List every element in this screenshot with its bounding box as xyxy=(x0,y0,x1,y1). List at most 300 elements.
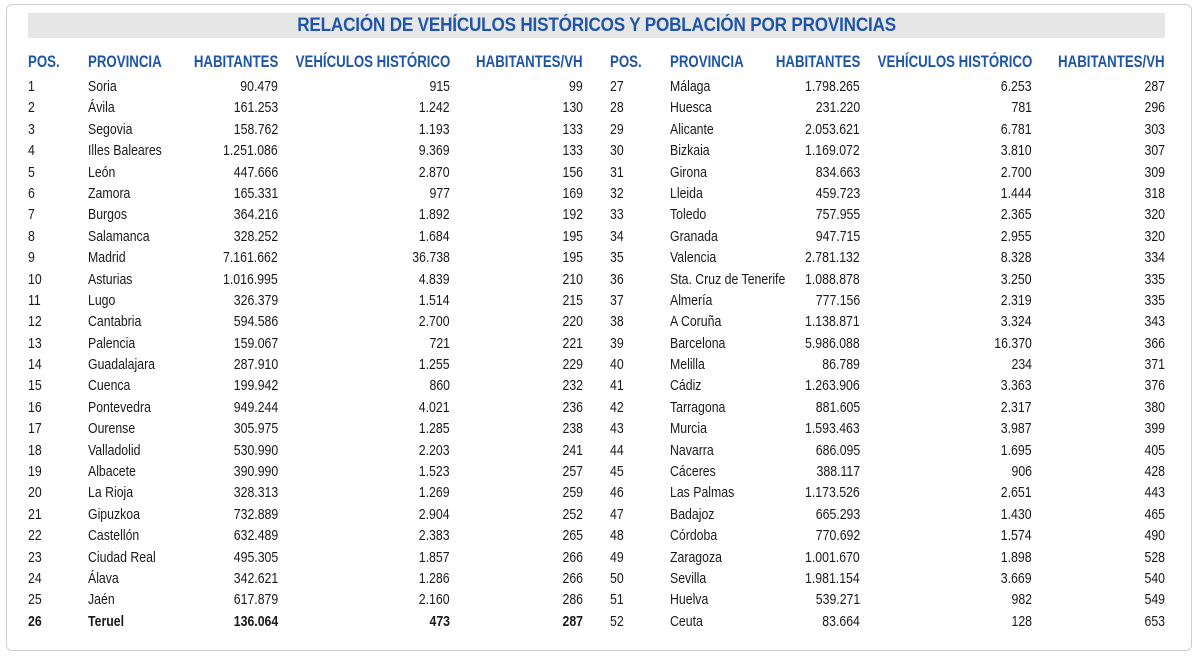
cell-provincia: Teruel xyxy=(88,612,125,630)
cell-pos: 28 xyxy=(610,99,624,117)
table-row xyxy=(28,355,583,376)
cell-vehiculos: 2.700 xyxy=(419,313,450,331)
table-row xyxy=(28,483,583,504)
cell-habitantes: 388.117 xyxy=(816,463,860,481)
table-row xyxy=(610,120,1165,141)
cell-provincia: Zaragoza xyxy=(670,548,722,566)
cell-pos: 13 xyxy=(28,334,42,352)
cell-pos: 45 xyxy=(610,463,624,481)
cell-provincia: Segovia xyxy=(88,120,133,138)
table-row xyxy=(610,312,1165,333)
table-row xyxy=(28,612,583,633)
cell-habitantes: 328.252 xyxy=(233,227,278,245)
cell-pos: 25 xyxy=(28,591,42,609)
table-row xyxy=(610,98,1165,119)
cell-pos: 23 xyxy=(28,548,42,566)
cell-vehiculos: 16.370 xyxy=(994,334,1032,352)
cell-hab-vh: 192 xyxy=(562,206,583,224)
cell-hab-vh: 266 xyxy=(562,569,583,587)
cell-habitantes: 447.666 xyxy=(233,163,278,181)
cell-vehiculos: 3.987 xyxy=(1001,420,1032,438)
cell-provincia: León xyxy=(88,163,116,181)
cell-habitantes: 632.489 xyxy=(233,527,278,545)
table-row xyxy=(610,184,1165,205)
cell-provincia: Bizkaia xyxy=(670,142,710,160)
cell-provincia: Tarragona xyxy=(670,398,726,416)
header-pos: POS. xyxy=(610,52,642,71)
table-row xyxy=(28,548,583,569)
table-row xyxy=(610,398,1165,419)
cell-vehiculos: 915 xyxy=(429,78,450,95)
cell-vehiculos: 1.523 xyxy=(419,463,450,481)
cell-pos: 17 xyxy=(28,420,42,438)
table-row xyxy=(28,526,583,547)
cell-habitantes: 199.942 xyxy=(233,377,278,395)
cell-hab-vh: 653 xyxy=(1144,612,1165,630)
cell-hab-vh: 241 xyxy=(562,441,583,459)
table-row xyxy=(28,291,583,312)
cell-vehiculos: 2.365 xyxy=(1001,206,1032,224)
cell-pos: 19 xyxy=(28,463,42,481)
cell-pos: 1 xyxy=(28,78,35,95)
cell-vehiculos: 2.319 xyxy=(1001,291,1032,309)
cell-hab-vh: 257 xyxy=(562,463,583,481)
cell-provincia: La Rioja xyxy=(88,484,134,502)
cell-habitantes: 161.253 xyxy=(233,99,278,117)
cell-vehiculos: 36.738 xyxy=(412,249,450,267)
cell-pos: 4 xyxy=(28,142,35,160)
table-row xyxy=(610,248,1165,269)
cell-habitantes: 136.064 xyxy=(233,612,278,630)
cell-habitantes: 287.910 xyxy=(233,356,278,374)
cell-pos: 39 xyxy=(610,334,624,352)
cell-habitantes: 86.789 xyxy=(822,356,860,374)
cell-habitantes: 1.981.154 xyxy=(805,569,860,587)
cell-habitantes: 1.169.072 xyxy=(805,142,860,160)
table-row xyxy=(610,419,1165,440)
cell-habitantes: 594.586 xyxy=(233,313,278,331)
cell-pos: 7 xyxy=(28,206,35,224)
cell-hab-vh: 221 xyxy=(562,334,583,352)
rows-left xyxy=(28,77,583,633)
cell-vehiculos: 1.269 xyxy=(419,484,450,502)
cell-hab-vh: 169 xyxy=(562,184,583,202)
cell-habitantes: 2.781.132 xyxy=(805,249,860,267)
cell-vehiculos: 1.444 xyxy=(1001,184,1032,202)
cell-provincia: Castellón xyxy=(88,527,140,545)
cell-vehiculos: 3.363 xyxy=(1001,377,1032,395)
cell-pos: 3 xyxy=(28,120,35,138)
cell-hab-vh: 156 xyxy=(562,163,583,181)
cell-pos: 48 xyxy=(610,527,624,545)
cell-provincia: Soria xyxy=(88,78,117,95)
cell-habitantes: 617.879 xyxy=(233,591,278,609)
cell-hab-vh: 265 xyxy=(562,527,583,545)
cell-pos: 47 xyxy=(610,505,624,523)
cell-provincia: Álava xyxy=(88,569,119,587)
table-row xyxy=(28,505,583,526)
cell-hab-vh: 236 xyxy=(562,398,583,416)
cell-hab-vh: 318 xyxy=(1144,184,1165,202)
table-row xyxy=(610,291,1165,312)
table-row xyxy=(28,98,583,119)
table-row xyxy=(28,441,583,462)
cell-hab-vh: 465 xyxy=(1144,505,1165,523)
cell-habitantes: 1.138.871 xyxy=(805,313,860,331)
cell-vehiculos: 3.324 xyxy=(1001,313,1032,331)
table-row xyxy=(610,441,1165,462)
cell-vehiculos: 2.700 xyxy=(1001,163,1032,181)
cell-pos: 29 xyxy=(610,120,624,138)
cell-provincia: Asturias xyxy=(88,270,133,288)
cell-hab-vh: 252 xyxy=(562,505,583,523)
cell-provincia: Albacete xyxy=(88,463,136,481)
cell-pos: 8 xyxy=(28,227,35,245)
cell-provincia: Barcelona xyxy=(670,334,726,352)
cell-vehiculos: 8.328 xyxy=(1001,249,1032,267)
cell-provincia: Madrid xyxy=(88,249,126,267)
header-provincia: PROVINCIA xyxy=(88,52,162,71)
cell-provincia: Navarra xyxy=(670,441,714,459)
cell-vehiculos: 721 xyxy=(429,334,450,352)
cell-provincia: Cáceres xyxy=(670,463,716,481)
cell-hab-vh: 286 xyxy=(562,591,583,609)
cell-habitantes: 732.889 xyxy=(233,505,278,523)
cell-hab-vh: 443 xyxy=(1144,484,1165,502)
cell-hab-vh: 195 xyxy=(562,249,583,267)
cell-vehiculos: 1.286 xyxy=(419,569,450,587)
cell-vehiculos: 4.021 xyxy=(419,398,450,416)
table-row xyxy=(28,205,583,226)
table-row xyxy=(28,590,583,611)
cell-pos: 16 xyxy=(28,398,42,416)
cell-pos: 43 xyxy=(610,420,624,438)
cell-hab-vh: 399 xyxy=(1144,420,1165,438)
cell-habitantes: 530.990 xyxy=(233,441,278,459)
cell-habitantes: 342.621 xyxy=(233,569,278,587)
cell-vehiculos: 3.250 xyxy=(1001,270,1032,288)
cell-vehiculos: 128 xyxy=(1011,612,1032,630)
header-vehiculos: VEHÍCULOS HISTÓRICO xyxy=(295,52,450,71)
cell-provincia: Melilla xyxy=(670,356,705,374)
cell-hab-vh: 320 xyxy=(1144,206,1165,224)
cell-provincia: Valladolid xyxy=(88,441,141,459)
table-row xyxy=(28,227,583,248)
cell-vehiculos: 3.810 xyxy=(1001,142,1032,160)
cell-pos: 46 xyxy=(610,484,624,502)
cell-habitantes: 834.663 xyxy=(815,163,860,181)
table-row xyxy=(610,590,1165,611)
cell-hab-vh: 210 xyxy=(562,270,583,288)
cell-hab-vh: 307 xyxy=(1144,142,1165,160)
table-row xyxy=(28,376,583,397)
cell-pos: 50 xyxy=(610,569,624,587)
cell-habitantes: 7.161.662 xyxy=(223,249,278,267)
cell-vehiculos: 1.898 xyxy=(1001,548,1032,566)
cell-vehiculos: 1.285 xyxy=(419,420,450,438)
title-bar xyxy=(28,13,1165,38)
cell-vehiculos: 6.253 xyxy=(1001,78,1032,95)
table-row xyxy=(610,548,1165,569)
cell-hab-vh: 320 xyxy=(1144,227,1165,245)
cell-hab-vh: 335 xyxy=(1144,270,1165,288)
cell-hab-vh: 528 xyxy=(1144,548,1165,566)
cell-provincia: Murcia xyxy=(670,420,707,438)
table-row xyxy=(28,77,583,98)
cell-hab-vh: 229 xyxy=(562,356,583,374)
cell-hab-vh: 309 xyxy=(1144,163,1165,181)
cell-habitantes: 539.271 xyxy=(815,591,860,609)
cell-habitantes: 326.379 xyxy=(233,291,278,309)
cell-hab-vh: 133 xyxy=(562,120,583,138)
cell-hab-vh: 405 xyxy=(1144,441,1165,459)
cell-provincia: Ceuta xyxy=(670,612,703,630)
header-habitantes: HABITANTES xyxy=(193,52,278,71)
cell-pos: 34 xyxy=(610,227,624,245)
cell-pos: 9 xyxy=(28,249,35,267)
table-row xyxy=(28,334,583,355)
table-row xyxy=(610,483,1165,504)
cell-hab-vh: 428 xyxy=(1144,463,1165,481)
cell-provincia: Sevilla xyxy=(670,569,707,587)
table-row xyxy=(28,398,583,419)
cell-vehiculos: 1.430 xyxy=(1001,505,1032,523)
table-row xyxy=(610,270,1165,291)
cell-habitantes: 364.216 xyxy=(233,206,278,224)
cell-pos: 24 xyxy=(28,569,42,587)
cell-habitantes: 305.975 xyxy=(233,420,278,438)
cell-vehiculos: 2.203 xyxy=(419,441,450,459)
cell-provincia: Ciudad Real xyxy=(88,548,156,566)
table-row xyxy=(610,77,1165,98)
cell-provincia: Illes Baleares xyxy=(88,142,162,160)
cell-pos: 33 xyxy=(610,206,624,224)
table-row xyxy=(610,569,1165,590)
cell-provincia: Pontevedra xyxy=(88,398,151,416)
cell-pos: 21 xyxy=(28,505,42,523)
cell-hab-vh: 259 xyxy=(562,484,583,502)
cell-pos: 22 xyxy=(28,527,42,545)
table-row xyxy=(28,419,583,440)
cell-hab-vh: 220 xyxy=(562,313,583,331)
cell-habitantes: 757.955 xyxy=(815,206,860,224)
cell-habitantes: 90.479 xyxy=(240,78,278,95)
cell-provincia: Salamanca xyxy=(88,227,150,245)
cell-habitantes: 949.244 xyxy=(233,398,278,416)
cell-habitantes: 5.986.088 xyxy=(805,334,860,352)
table-right xyxy=(610,50,1165,633)
table-row xyxy=(610,526,1165,547)
cell-pos: 10 xyxy=(28,270,42,288)
cell-habitantes: 665.293 xyxy=(815,505,860,523)
cell-hab-vh: 343 xyxy=(1144,313,1165,331)
cell-pos: 5 xyxy=(28,163,35,181)
cell-provincia: Sta. Cruz de Tenerife xyxy=(670,270,786,288)
table-row xyxy=(610,334,1165,355)
cell-vehiculos: 906 xyxy=(1011,463,1032,481)
cell-provincia: Guadalajara xyxy=(88,356,156,374)
cell-vehiculos: 1.255 xyxy=(419,356,450,374)
cell-habitantes: 328.313 xyxy=(233,484,278,502)
cell-hab-vh: 133 xyxy=(562,142,583,160)
cell-pos: 11 xyxy=(28,291,41,309)
cell-habitantes: 1.088.878 xyxy=(805,270,860,288)
cell-habitantes: 158.762 xyxy=(233,120,278,138)
cell-pos: 30 xyxy=(610,142,624,160)
table-row xyxy=(610,205,1165,226)
cell-provincia: Valencia xyxy=(670,249,717,267)
cell-provincia: Córdoba xyxy=(670,527,718,545)
table-row xyxy=(610,355,1165,376)
cell-habitantes: 1.798.265 xyxy=(805,78,860,95)
cell-vehiculos: 781 xyxy=(1011,99,1032,117)
cell-vehiculos: 2.317 xyxy=(1001,398,1032,416)
cell-pos: 49 xyxy=(610,548,624,566)
cell-habitantes: 2.053.621 xyxy=(805,120,860,138)
cell-provincia: Badajoz xyxy=(670,505,715,523)
cell-vehiculos: 860 xyxy=(429,377,450,395)
cell-pos: 37 xyxy=(610,291,624,309)
cell-vehiculos: 1.514 xyxy=(419,291,450,309)
cell-pos: 35 xyxy=(610,249,624,267)
cell-vehiculos: 2.383 xyxy=(419,527,450,545)
cell-provincia: Gipuzkoa xyxy=(88,505,140,523)
cell-pos: 12 xyxy=(28,313,42,331)
cell-pos: 27 xyxy=(610,78,624,95)
cell-provincia: Cantabria xyxy=(88,313,142,331)
cell-pos: 18 xyxy=(28,441,42,459)
cell-provincia: Huesca xyxy=(670,99,712,117)
cell-provincia: Girona xyxy=(670,163,707,181)
header-hab-vh: HABITANTES/VH xyxy=(476,52,583,71)
cell-pos: 36 xyxy=(610,270,624,288)
cell-habitantes: 777.156 xyxy=(815,291,860,309)
cell-habitantes: 1.016.995 xyxy=(223,270,278,288)
cell-provincia: Lleida xyxy=(670,184,703,202)
cell-provincia: Las Palmas xyxy=(670,484,735,502)
cell-habitantes: 459.723 xyxy=(815,184,860,202)
table-row xyxy=(28,141,583,162)
cell-hab-vh: 490 xyxy=(1144,527,1165,545)
header-row-right xyxy=(610,50,1165,77)
cell-vehiculos: 473 xyxy=(429,612,450,630)
cell-provincia: Cuenca xyxy=(88,377,131,395)
cell-provincia: Palencia xyxy=(88,334,136,352)
cell-vehiculos: 1.242 xyxy=(419,99,450,117)
cell-habitantes: 1.001.670 xyxy=(805,548,860,566)
table-row xyxy=(28,163,583,184)
cell-provincia: Ourense xyxy=(88,420,136,438)
cell-hab-vh: 303 xyxy=(1144,120,1165,138)
cell-hab-vh: 215 xyxy=(562,291,583,309)
cell-pos: 40 xyxy=(610,356,624,374)
cell-vehiculos: 2.904 xyxy=(419,505,450,523)
cell-vehiculos: 2.955 xyxy=(1001,227,1032,245)
cell-hab-vh: 238 xyxy=(562,420,583,438)
cell-pos: 42 xyxy=(610,398,624,416)
cell-habitantes: 881.605 xyxy=(815,398,860,416)
cell-provincia: Cádiz xyxy=(670,377,702,395)
table-row xyxy=(28,184,583,205)
cell-pos: 2 xyxy=(28,99,35,117)
cell-hab-vh: 335 xyxy=(1144,291,1165,309)
table-left xyxy=(28,50,583,633)
cell-hab-vh: 366 xyxy=(1144,334,1165,352)
header-row-left xyxy=(28,50,583,77)
cell-provincia: Toledo xyxy=(670,206,707,224)
table-row xyxy=(610,505,1165,526)
cell-hab-vh: 130 xyxy=(562,99,583,117)
cell-pos: 6 xyxy=(28,184,35,202)
table-row xyxy=(28,120,583,141)
table-row xyxy=(610,163,1165,184)
rows-right xyxy=(610,77,1165,633)
cell-vehiculos: 982 xyxy=(1011,591,1032,609)
cell-vehiculos: 1.684 xyxy=(419,227,450,245)
table-row xyxy=(610,141,1165,162)
cell-provincia: Zamora xyxy=(88,184,131,202)
cell-hab-vh: 371 xyxy=(1144,356,1165,374)
header-habitantes: HABITANTES xyxy=(775,52,860,71)
cell-pos: 32 xyxy=(610,184,624,202)
cell-habitantes: 390.990 xyxy=(233,463,278,481)
cell-vehiculos: 2.651 xyxy=(1001,484,1032,502)
cell-provincia: Lugo xyxy=(88,291,116,309)
cell-hab-vh: 99 xyxy=(569,78,583,95)
cell-hab-vh: 376 xyxy=(1144,377,1165,395)
cell-habitantes: 947.715 xyxy=(815,227,860,245)
cell-pos: 38 xyxy=(610,313,624,331)
cell-vehiculos: 1.574 xyxy=(1001,527,1032,545)
cell-provincia: Almería xyxy=(670,291,713,309)
cell-vehiculos: 2.160 xyxy=(419,591,450,609)
header-pos: POS. xyxy=(28,52,60,71)
cell-habitantes: 165.331 xyxy=(233,184,278,202)
header-hab-vh: HABITANTES/VH xyxy=(1058,52,1165,71)
cell-hab-vh: 287 xyxy=(562,612,583,630)
header-vehiculos: VEHÍCULOS HISTÓRICO xyxy=(877,52,1032,71)
cell-provincia: Huelva xyxy=(670,591,709,609)
table-row xyxy=(610,462,1165,483)
cell-pos: 15 xyxy=(28,377,42,395)
table-row xyxy=(28,462,583,483)
header-provincia: PROVINCIA xyxy=(670,52,744,71)
table-row xyxy=(610,227,1165,248)
cell-vehiculos: 2.870 xyxy=(419,163,450,181)
cell-pos: 52 xyxy=(610,612,624,630)
cell-hab-vh: 232 xyxy=(562,377,583,395)
cell-vehiculos: 234 xyxy=(1011,356,1032,374)
cell-habitantes: 83.664 xyxy=(822,612,860,630)
cell-vehiculos: 1.857 xyxy=(419,548,450,566)
cell-pos: 14 xyxy=(28,356,42,374)
cell-pos: 51 xyxy=(610,591,624,609)
cell-vehiculos: 4.839 xyxy=(419,270,450,288)
cell-habitantes: 686.095 xyxy=(815,441,860,459)
cell-vehiculos: 1.892 xyxy=(419,206,450,224)
cell-habitantes: 231.220 xyxy=(815,99,860,117)
cell-vehiculos: 977 xyxy=(429,184,450,202)
cell-vehiculos: 6.781 xyxy=(1001,120,1032,138)
table-row xyxy=(28,248,583,269)
cell-hab-vh: 287 xyxy=(1144,78,1165,95)
page-title: RELACIÓN DE VEHÍCULOS HISTÓRICOS Y POBLACIÓN POR PROVINCIAS xyxy=(297,14,896,36)
cell-provincia: A Coruña xyxy=(670,313,722,331)
cell-hab-vh: 334 xyxy=(1144,249,1165,267)
cell-habitantes: 159.067 xyxy=(233,334,278,352)
cell-hab-vh: 195 xyxy=(562,227,583,245)
cell-provincia: Granada xyxy=(670,227,718,245)
